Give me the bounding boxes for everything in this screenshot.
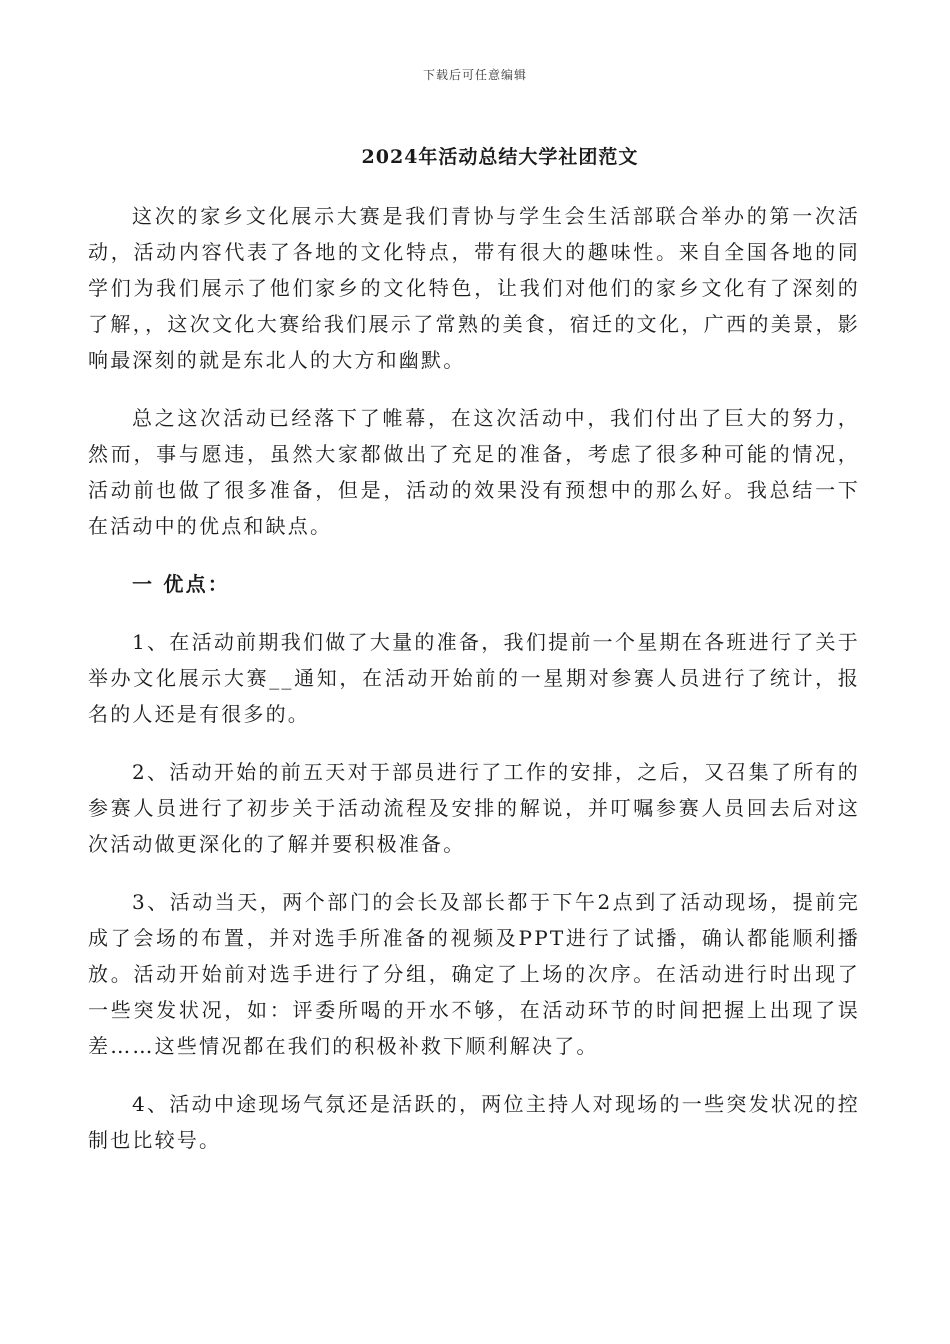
section-heading-advantages: 一 优点：: [132, 572, 230, 596]
paragraph-summary: 总之这次活动已经落下了帷幕，在这次活动中，我们付出了巨大的努力，然而，事与愿违，虽然大家都做出了充足的准备，考虑了很多种可能的情况，活动前也做了很多准备，但是，活动的效果没有预想中的那么好。我总结一下在活动中的优点和缺点。: [88, 406, 860, 538]
list-item: 3、活动当天，两个部门的会长及部长都于下午2点到了活动现场，提前完成了会场的布置，并对选手所准备的视频及PPT进行了试播，确认都能顺利播放。活动开始前对选手进行了分组，确定了上场的次序。在活动进行时出现了一些突发状况，如：评委所喝的开水不够，在活动环节的时间把握上出现了误差……这些情况都在我们的积极补救下顺利解决了。: [88, 890, 860, 1058]
list-item: 4、活动中途现场气氛还是活跃的，两位主持人对现场的一些突发状况的控制也比较号。: [88, 1092, 860, 1152]
header-note: 下载后可任意编辑: [422, 68, 527, 82]
document-title: 2024年活动总结大学社团范文: [361, 146, 639, 168]
list-item: 2、活动开始的前五天对于部员进行了工作的安排，之后，又召集了所有的参赛人员进行了初步关于活动流程及安排的解说，并叮嘱参赛人员回去后对这次活动做更深化的了解并要积极准备。: [88, 760, 860, 856]
paragraph-intro: 这次的家乡文化展示大赛是我们青协与学生会生活部联合举办的第一次活动，活动内容代表了各地的文化特点，带有很大的趣味性。来自全国各地的同学们为我们展示了他们家乡的文化特色，让我们对他们的家乡文化有了深刻的了解，，这次文化大赛给我们展示了常熟的美食，宿迁的文化，广西的美景，影响最深刻的就是东北人的大方和幽默。: [88, 204, 860, 372]
document-body: [88, 198, 860, 1180]
list-item: 1、在活动前期我们做了大量的准备，我们提前一个星期在各班进行了关于举办文化展示大赛__通知，在活动开始前的一星期对参赛人员进行了统计，报名的人还是有很多的。: [88, 630, 860, 726]
